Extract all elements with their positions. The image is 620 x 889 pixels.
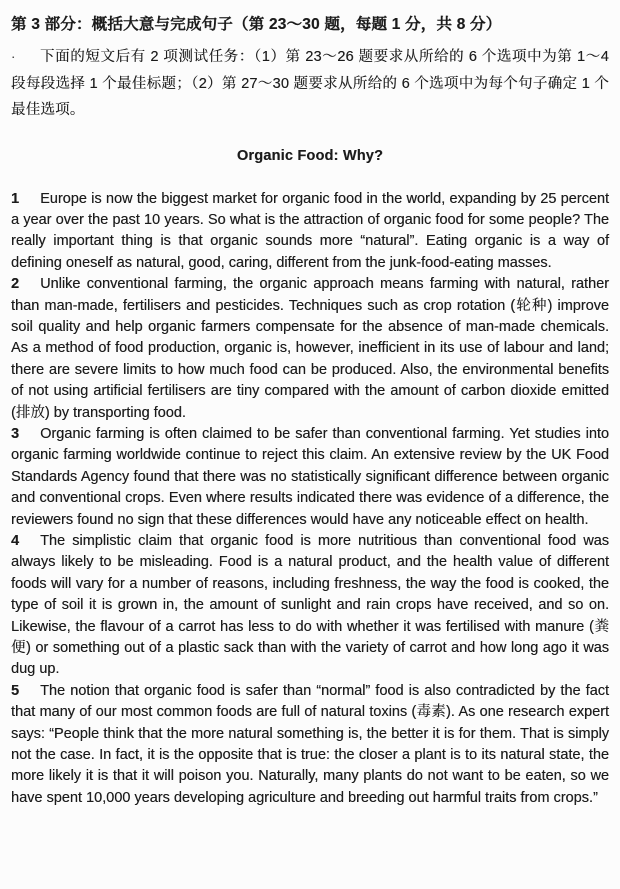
paragraph-1	[11, 189, 609, 275]
paragraph-1-number: 1	[11, 190, 20, 207]
instructions-text: 下面的短文后有 2 项测试任务：（1）第 23～26 题要求从所给的 6 个选项中为第 1～4 段每段选择 1 个最佳标题；（2）第 27～30 题要求从所给的 6 个选项中为每个句子确定 1 个最佳选项。	[11, 49, 609, 118]
paragraph-2	[11, 274, 609, 424]
paragraph-4-number: 4	[11, 533, 20, 549]
article-title: Organic Food: Why?	[236, 147, 384, 164]
instructions-block	[11, 44, 609, 124]
instructions-bullet-mark: ·	[11, 49, 16, 64]
paragraph-4-text: The simplistic claim that organic food is more nutritious than conventional food was always likely to be misleading. Food is a natural product, and the health value of different foods will vary for a number of reasons, including freshness, the way the food is cooked, the type of soil it is grown in, the amount of sunlight and rain crops have received, and so on. Likewise, the flavour of a carrot has less to do with whether it was fertilised with manure (粪便) or something out of a plastic sack than with the variety of carrot and how long ago it was dug up.	[11, 533, 609, 678]
paragraph-5-number: 5	[11, 682, 20, 699]
paragraph-5-text: The notion that organic food is safer than “normal” food is also contradicted by the fact that many of our most common foods are full of natural toxins (毒素). As one research expert says: “People think that the more natural something is, the better it is for them. That is simply not the case. In fact, it is the opposite that is true: the closer a plant is to its natural state, the more likely it is that it will poison you. Naturally, many plants do not want to be eaten, so we have spent 10,000 years developing agriculture and breeding out harmful traits from crops.”	[11, 682, 609, 806]
paragraph-3-text: Organic farming is often claimed to be safer than conventional farming. Yet studies into organic farming worldwide continue to reject this claim. An extensive review by the UK Food Standards Agency found that there was no statistically significant difference between organic and conventional crops. Even where results indicated there was evidence of a difference, the reviewers found no sign that these differences would have any noticeable effect on health.	[11, 425, 609, 528]
paragraph-3-number: 3	[11, 425, 20, 442]
paragraph-4	[11, 531, 609, 681]
paragraph-1-text: Europe is now the biggest market for organic food in the world, expanding by 25 percent a year over the past 10 years. So what is the attraction of organic food for some people? The really important thing is that organic sounds more “natural”. Eating organic is a way of defining oneself as natural, good, caring, different from the junk-food-eating masses.	[11, 190, 609, 271]
paragraph-5	[11, 681, 609, 809]
section-header: 第 3 部分：概括大意与完成句子（第 23～30 题，每题 1 分，共 8 分）	[11, 16, 502, 33]
paragraph-2-text: Unlike conventional farming, the organic approach means farming with natural, rather than man-made, fertilisers and pesticides. Techniques such as crop rotation (轮种) improve soil quality and help organic farmers compensate for the absence of man-made chemicals. As a method of food production, organic is, however, inefficient in its use of labour and land; there are severe limits to how much food can be produced. Also, the environmental benefits of not using artificial fertilisers are tiny compared with the amount of carbon dioxide emitted (排放) by transporting food.	[11, 276, 609, 421]
paragraph-3	[11, 424, 609, 531]
paragraph-2-number: 2	[11, 276, 20, 293]
